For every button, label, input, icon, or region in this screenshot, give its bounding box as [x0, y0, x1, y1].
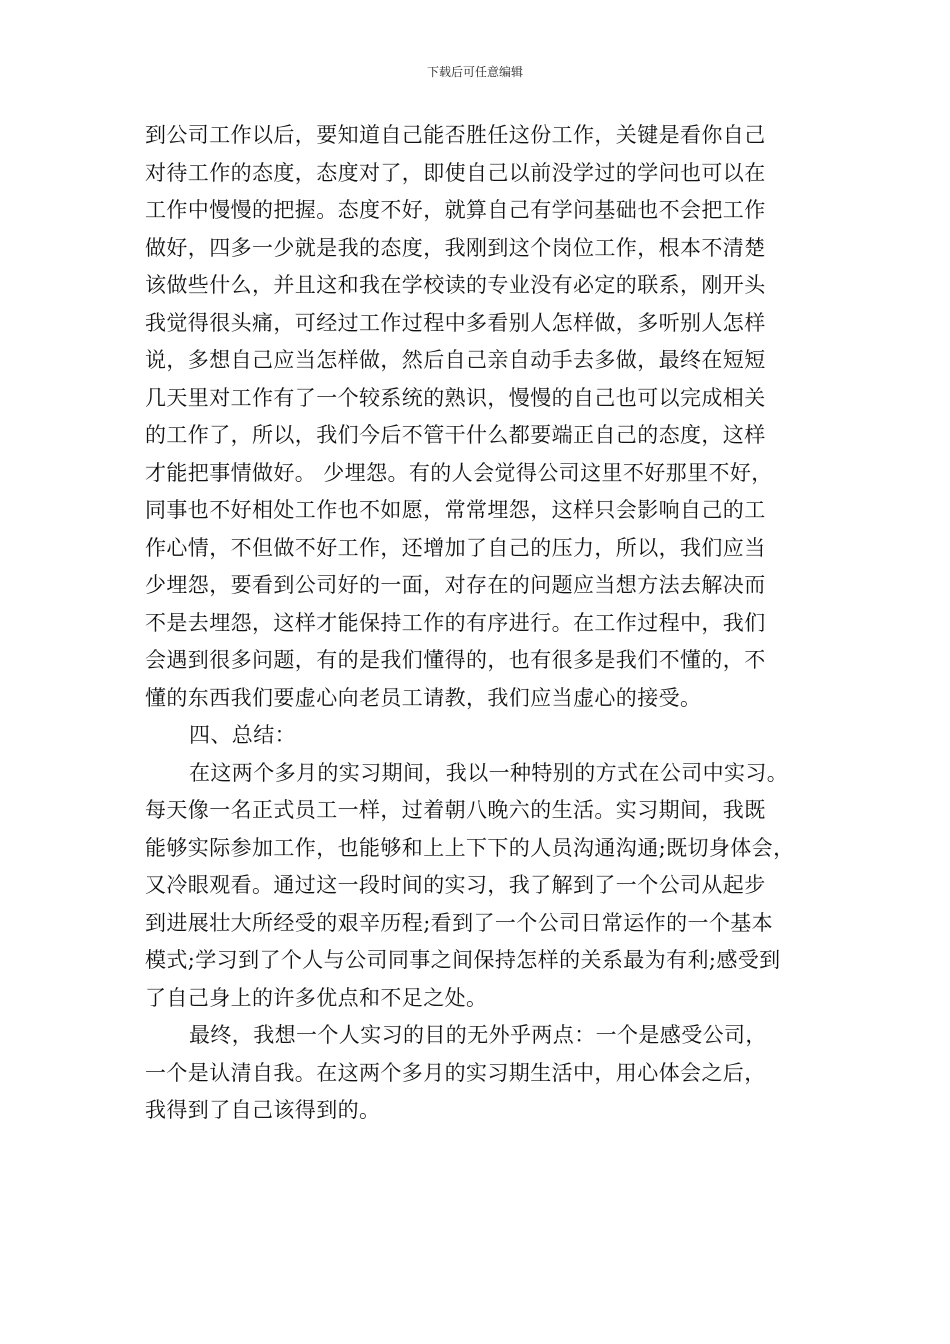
text-line: 到公司工作以后，要知道自己能否胜任这份工作，关键是看你自己: [145, 123, 766, 147]
text-line: 能够实际参加工作，也能够和上上下下的人员沟通沟通;既切身体会，: [145, 835, 795, 860]
page-header: 下载后可任意编辑: [426, 65, 523, 79]
text-line: 一个是认清自我。在这两个多月的实习期生活中，用心体会之后，: [145, 1060, 766, 1085]
text-line: 说，多想自己应当怎样做，然后自己亲自动手去多做，最终在短短: [145, 348, 766, 372]
text-line: 对待工作的态度，态度对了，即使自己以前没学过的学问也可以在: [145, 160, 766, 185]
text-line: 会遇到很多问题，有的是我们懂得的，也有很多是我们不懂的，不: [145, 648, 766, 672]
document-body: [145, 117, 805, 1130]
text-line: 了自己身上的许多优点和不足之处。: [145, 985, 488, 1010]
text-line: 做好，四多一少就是我的态度，我刚到这个岗位工作，根本不清楚: [145, 235, 766, 260]
text-line: 才能把事情做好。 少埋怨。有的人会觉得公司这里不好那里不好，: [145, 460, 773, 485]
text-line: 在这两个多月的实习期间，我以一种特别的方式在公司中实习。: [189, 760, 789, 785]
text-line: 作心情，不但做不好工作，还增加了自己的压力，所以，我们应当: [145, 535, 766, 560]
text-line: 的工作了，所以，我们今后不管干什么都要端正自己的态度，这样: [145, 423, 766, 447]
text-line: 我得到了自己该得到的。: [145, 1098, 381, 1122]
text-line: 懂的东西我们要虚心向老员工请教，我们应当虚心的接受。: [145, 685, 702, 710]
section-heading: 四、总结：: [189, 723, 296, 747]
text-line: 每天像一名正式员工一样，过着朝八晚六的生活。实习期间，我既: [145, 798, 766, 822]
text-line: 我觉得很头痛，可经过工作过程中多看别人怎样做，多听别人怎样: [145, 310, 766, 335]
text-line: 最终，我想一个人实习的目的无外乎两点：一个是感受公司，: [189, 1023, 767, 1047]
text-line: 又冷眼观看。通过这一段时间的实习，我了解到了一个公司从起步: [145, 873, 766, 897]
text-line: 该做些什么，并且这和我在学校读的专业没有必定的联系，刚开头: [145, 273, 766, 297]
text-line: 不是去埋怨，这样才能保持工作的有序进行。在工作过程中，我们: [145, 610, 766, 635]
text-line: 少埋怨，要看到公司好的一面，对存在的问题应当想方法去解决而: [145, 573, 766, 597]
text-line: 同事也不好相处工作也不如愿，常常埋怨，这样只会影响自己的工: [145, 498, 766, 522]
text-line: 工作中慢慢的把握。态度不好，就算自己有学问基础也不会把工作: [145, 198, 766, 222]
text-line: 几天里对工作有了一个较系统的熟识，慢慢的自己也可以完成相关: [145, 385, 766, 410]
text-line: 到进展壮大所经受的艰辛历程;看到了一个公司日常运作的一个基本: [145, 910, 774, 935]
text-line: 模式;学习到了个人与公司同事之间保持怎样的关系最为有利;感受到: [145, 948, 781, 972]
